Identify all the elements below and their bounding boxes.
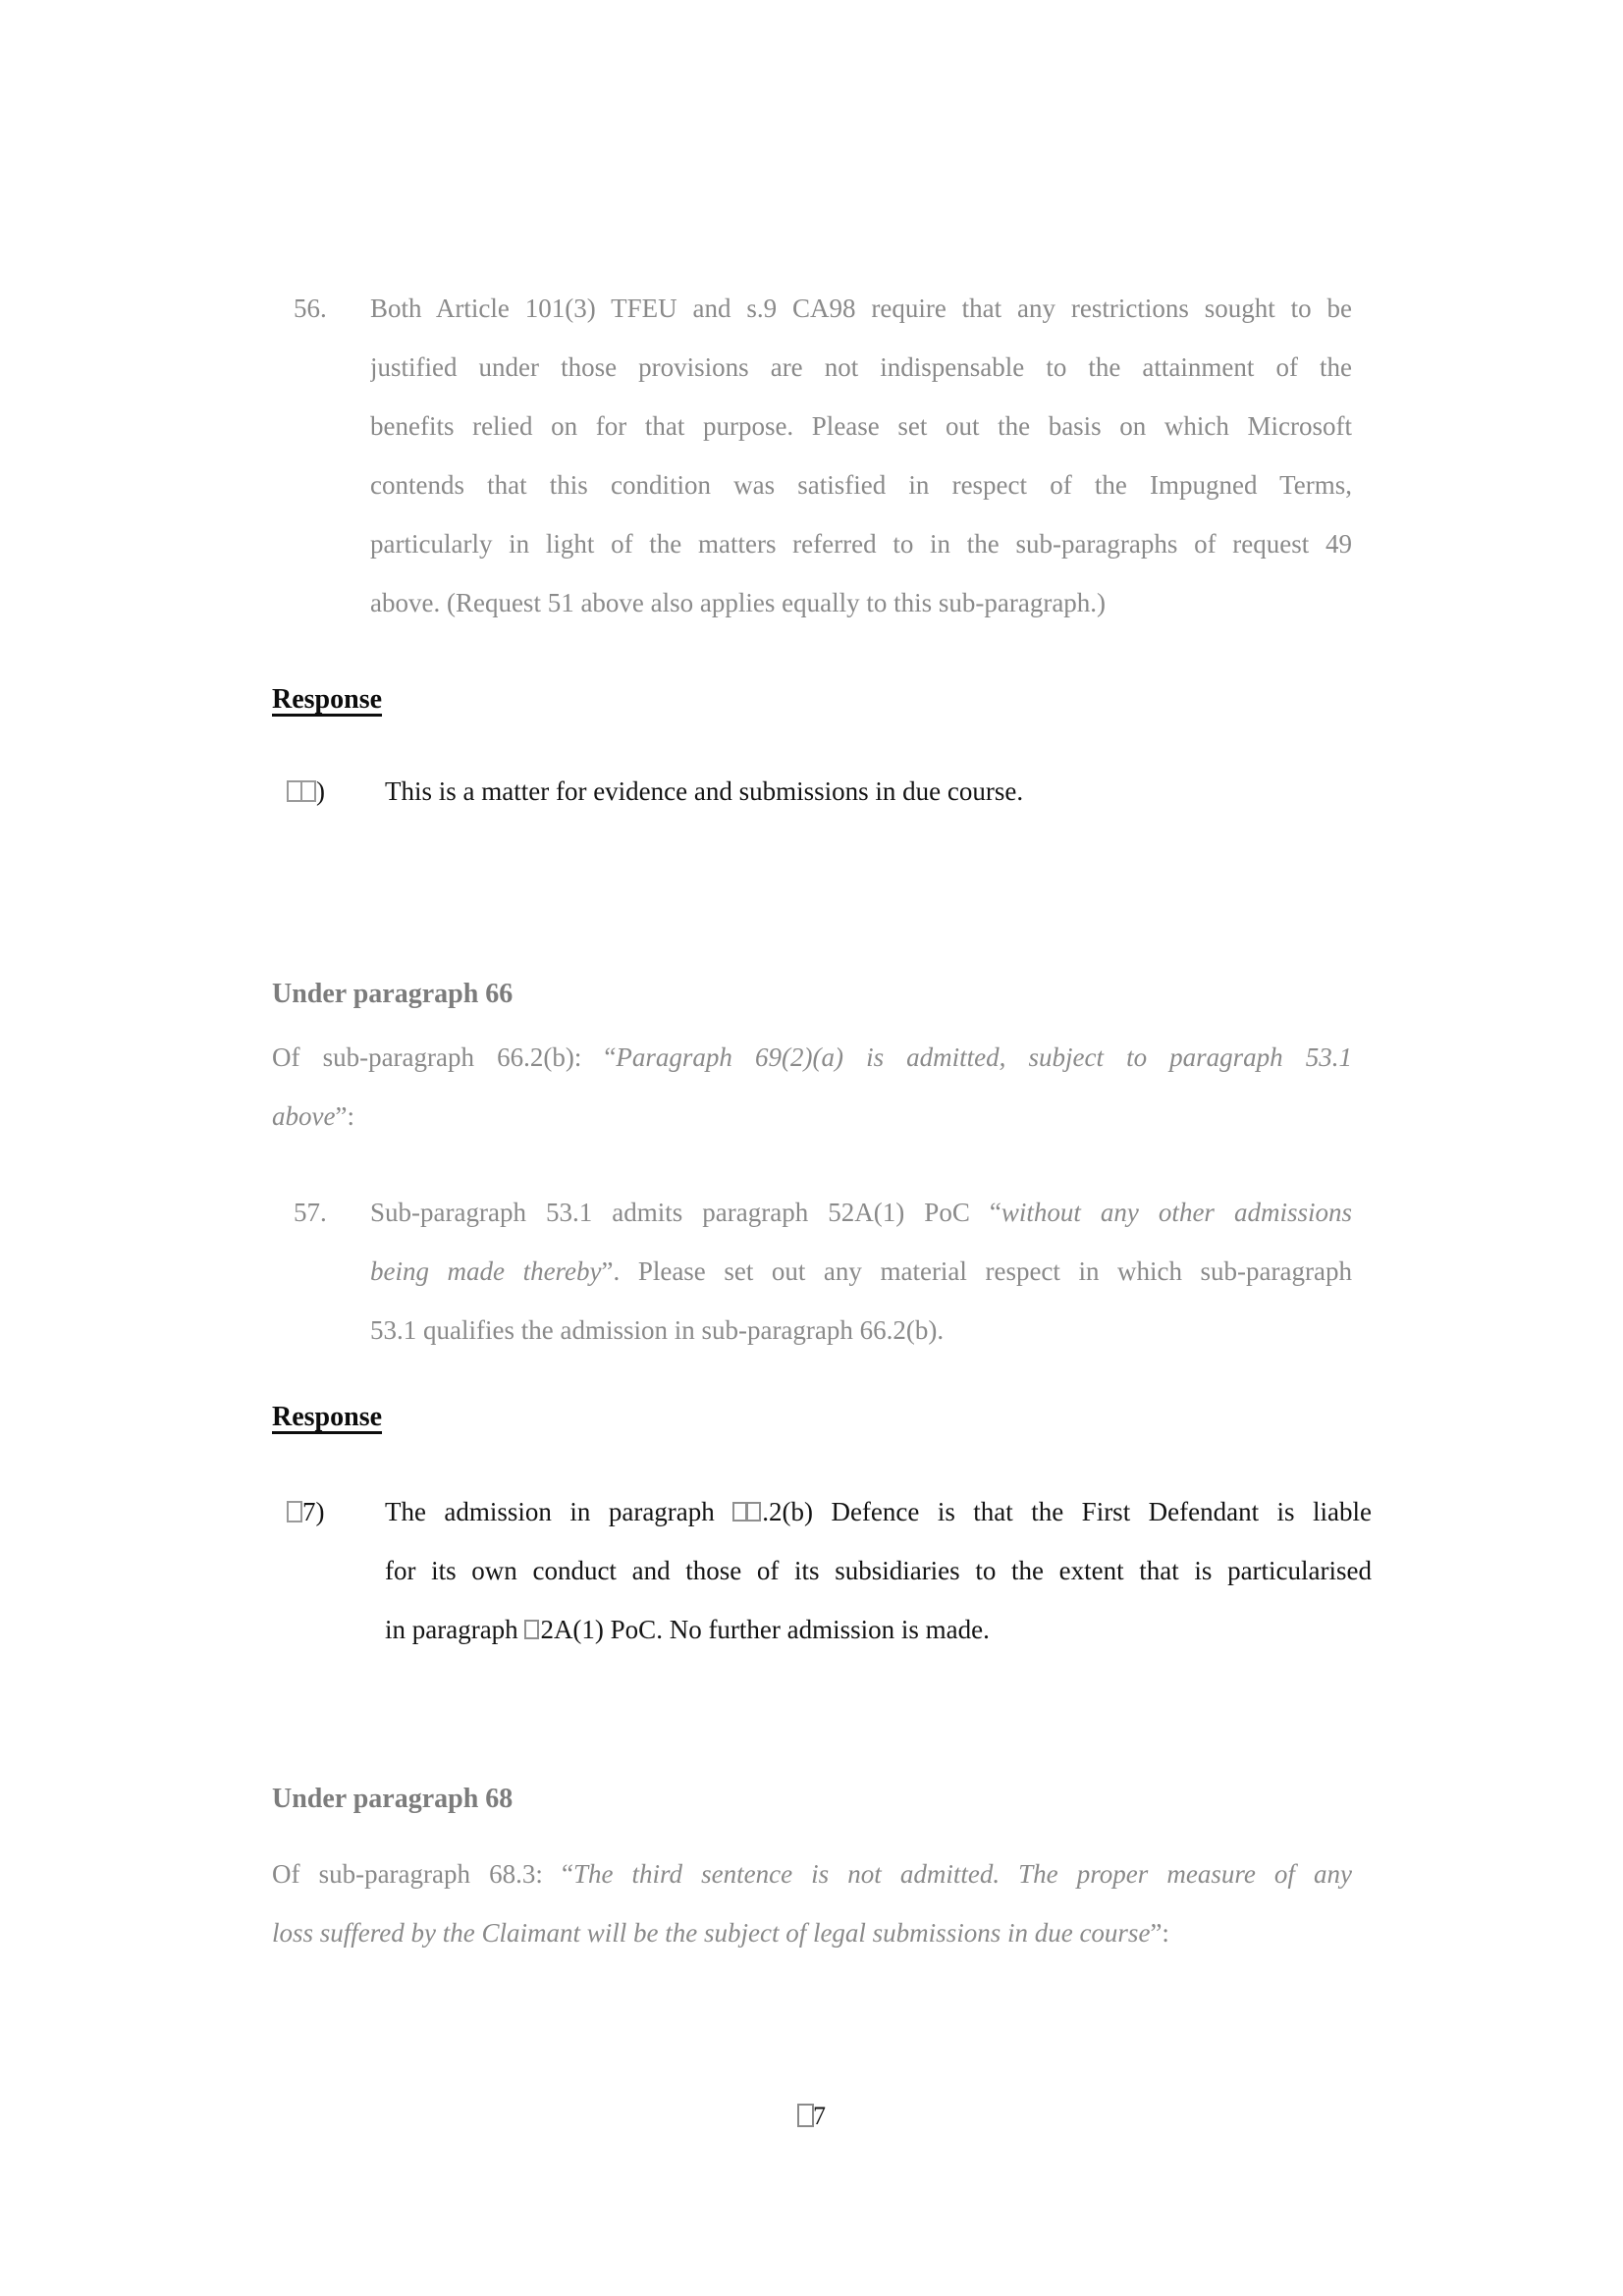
text-line	[272, 1844, 1352, 1903]
response-heading-label: Response	[272, 684, 383, 715]
text-line: 53.1 qualifies the admission in sub-paragraph 66.2(b).	[370, 1315, 945, 1345]
section-heading-label: Under paragraph 68	[272, 1784, 514, 1814]
item-marker	[287, 1482, 325, 1541]
quoted-italic-segment: loss suffered by the Claimant will be the subject of legal submissions in due course	[272, 1918, 1151, 1948]
text-line	[385, 1482, 1372, 1541]
text-line	[272, 1903, 1352, 1962]
text-line: Both Article 101(3) TFEU and s.9 CA98 require that any restrictions sought to be	[370, 294, 1352, 323]
text-line: This is a matter for evidence and submissions in due course.	[385, 776, 1024, 806]
item-marker-label: 7)	[302, 1497, 325, 1526]
page-number	[797, 2087, 826, 2146]
text-segment: Of sub-paragraph 68.3: “	[272, 1859, 573, 1889]
quoted-italic-segment: without any other admissions	[1001, 1198, 1352, 1227]
paragraph-body	[370, 1183, 1352, 1360]
under-paragraph-66-heading	[272, 965, 513, 1024]
text-line: particularly in light of the matters referred to in the sub-paragraphs of request 49	[370, 529, 1352, 559]
response-item-2	[272, 1482, 1372, 1659]
under-paragraph-68-heading	[272, 1770, 513, 1829]
missing-glyph-box	[746, 1502, 761, 1522]
under-68-intro	[272, 1844, 1352, 1962]
text-line	[272, 1028, 1352, 1087]
text-line	[272, 1087, 1352, 1146]
missing-glyph-box	[732, 1502, 747, 1522]
page-number-digit: 7	[813, 2102, 826, 2130]
item-marker-suffix: )	[316, 776, 325, 806]
item-body	[385, 1482, 1372, 1659]
text-line	[385, 1600, 1372, 1659]
text-line: above. (Request 51 above also applies equally to this sub-paragraph.)	[370, 588, 1107, 617]
missing-glyph-box	[524, 1620, 539, 1639]
text-segment: The admission in paragraph	[385, 1497, 733, 1526]
response-item-1	[272, 762, 1372, 821]
text-segment: .2(b) Defence is that the First Defendant is liable	[762, 1497, 1372, 1526]
text-segment: ”:	[1150, 1918, 1169, 1948]
text-line: justified under those provisions are not indispensable to the attainment of the	[370, 352, 1352, 382]
missing-glyph-box	[797, 2104, 814, 2127]
response-heading-2	[272, 1388, 382, 1447]
text-line: for its own conduct and those of its subsidiaries to the extent that is particularised	[385, 1556, 1372, 1585]
quoted-italic-segment: being made thereby	[370, 1256, 602, 1286]
paragraph-number: 56.	[294, 294, 327, 323]
text-segment: 2A(1) PoC. No further admission is made.	[540, 1615, 990, 1644]
text-segment: Sub-paragraph 53.1 admits paragraph 52A(1) PoC “	[370, 1198, 1001, 1227]
item-body	[385, 762, 1372, 821]
missing-glyph-box	[287, 1501, 302, 1522]
paragraph-body	[370, 279, 1352, 632]
text-line: contends that this condition was satisfied in respect of the Impugned Terms,	[370, 470, 1352, 500]
paragraph-56	[272, 279, 1352, 632]
response-heading-1	[272, 670, 382, 729]
quoted-italic-segment: Paragraph 69(2)(a) is admitted, subject to paragraph 53.1	[616, 1042, 1352, 1072]
quoted-italic-segment: The third sentence is not admitted. The proper measure of any	[572, 1859, 1352, 1889]
text-line	[370, 1183, 1352, 1242]
item-marker	[287, 762, 325, 821]
missing-glyph-box	[300, 780, 316, 802]
text-segment: ”:	[335, 1101, 354, 1131]
section-heading-label: Under paragraph 66	[272, 979, 514, 1009]
response-heading-label: Response	[272, 1402, 383, 1432]
text-line: benefits relied on for that purpose. Please set out the basis on which Microsoft	[370, 411, 1352, 441]
paragraph-57	[272, 1183, 1352, 1360]
text-line	[370, 1242, 1352, 1301]
text-segment: Of sub-paragraph 66.2(b): “	[272, 1042, 617, 1072]
quoted-italic-segment: above	[272, 1101, 336, 1131]
text-segment: ”. Please set out any material respect in which sub-paragraph	[601, 1256, 1352, 1286]
under-66-intro	[272, 1028, 1352, 1146]
paragraph-number: 57.	[294, 1198, 327, 1227]
text-segment: in paragraph	[385, 1615, 525, 1644]
